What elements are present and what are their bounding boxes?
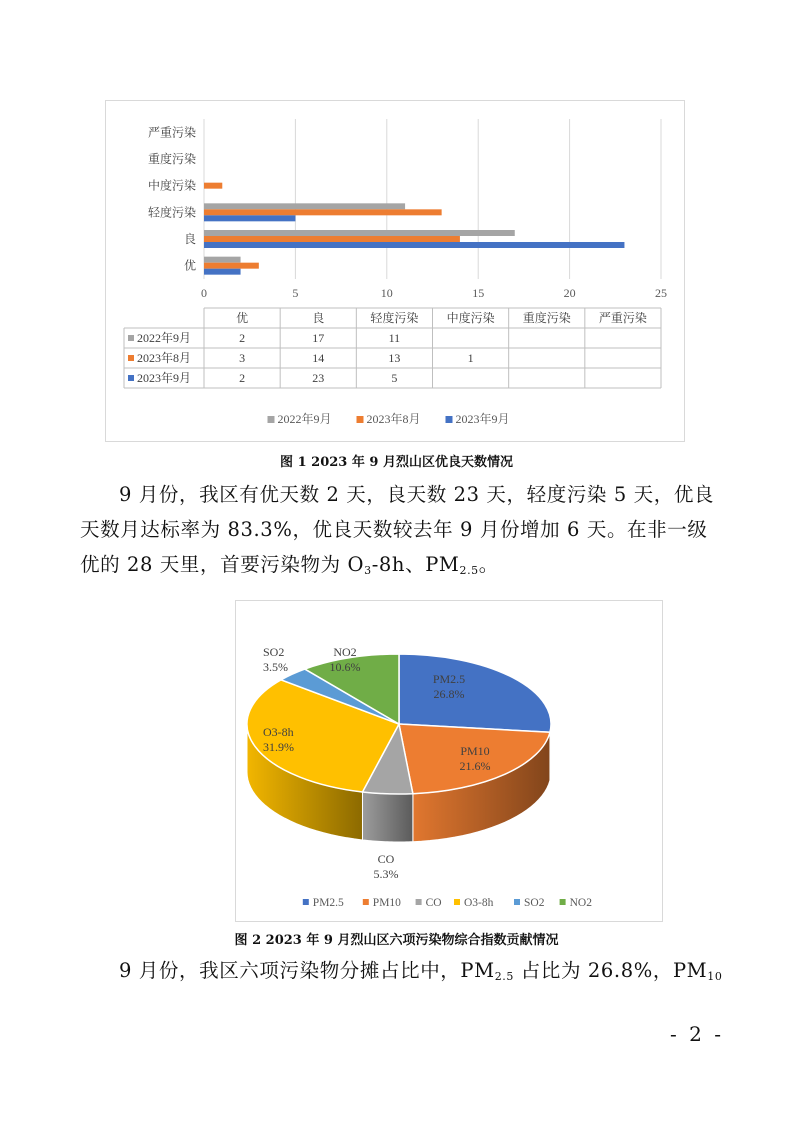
table-row-label: 2022年9月 — [137, 331, 192, 345]
o3-tail: -8h、 — [371, 553, 426, 576]
y-category-label: 严重污染 — [147, 125, 196, 140]
legend-key — [363, 899, 369, 905]
y-category-label: 优 — [183, 258, 196, 273]
bar-chart — [106, 101, 684, 441]
bar — [204, 263, 259, 269]
legend-label: 2023年8月 — [366, 412, 421, 426]
pie-label-value: 31.9% — [263, 740, 294, 754]
x-tick-label: 15 — [472, 286, 485, 300]
pie-chart — [236, 601, 662, 921]
table-value-cell: 11 — [388, 331, 401, 345]
pm-sub: 2.5 — [459, 564, 479, 577]
figure2-caption: 图 2 2023 年 9 月烈山区六项污染物综合指数贡献情况 — [234, 933, 559, 948]
o3-sub: 3 — [364, 564, 372, 577]
pm25-sub: 2.5 — [494, 970, 514, 983]
pie-label-name: NO2 — [333, 645, 357, 659]
table-value-cell: 13 — [388, 351, 401, 365]
bar — [204, 242, 624, 248]
table-header-cell: 轻度污染 — [370, 311, 419, 325]
table-value-cell: 1 — [467, 351, 474, 365]
o3-main: O — [347, 553, 365, 576]
x-tick-label: 0 — [201, 286, 207, 300]
table-legend-key — [128, 375, 134, 381]
table-value-cell: 14 — [312, 351, 325, 365]
pie-label-name: O3-8h — [263, 725, 294, 739]
table-header-cell: 重度污染 — [522, 311, 571, 325]
pie-label-name: PM2.5 — [432, 672, 466, 686]
table-value-cell: 23 — [312, 371, 325, 385]
paragraph-1 — [80, 477, 720, 582]
table-value-cell: 17 — [312, 331, 325, 345]
table-value-cell: 5 — [391, 371, 398, 385]
pie-label-value: 5.3% — [373, 867, 399, 881]
pie-label-value: 26.8% — [433, 687, 465, 701]
bar — [204, 203, 405, 209]
pie-chart-frame — [235, 600, 663, 922]
pm-main: PM — [425, 553, 460, 576]
table-header-cell: 良 — [312, 311, 325, 325]
pie-slice-side — [362, 792, 412, 842]
legend-label: O3-8h — [464, 897, 494, 909]
table-row-label: 2023年8月 — [137, 351, 192, 365]
table-header-cell: 中度污染 — [446, 311, 495, 325]
table-header-cell: 优 — [236, 311, 249, 325]
legend-key — [357, 416, 364, 423]
paragraph-1-end: 。 — [478, 553, 499, 576]
bar — [204, 230, 515, 236]
legend-key — [454, 899, 460, 905]
x-tick-label: 25 — [655, 286, 667, 300]
y-category-label: 重度污染 — [147, 152, 196, 166]
bar — [204, 215, 295, 221]
x-tick-label: 5 — [292, 286, 299, 300]
pie-label-value: 10.6% — [329, 660, 361, 674]
bar-chart-frame — [105, 100, 685, 442]
table-legend-key — [128, 355, 134, 361]
legend-key — [560, 899, 566, 905]
pie-slice — [399, 654, 551, 732]
table-header-cell: 严重污染 — [598, 311, 647, 325]
y-category-label: 良 — [183, 232, 196, 246]
bar — [204, 257, 241, 263]
table-legend-key — [128, 335, 134, 341]
pm10-sub: 10 — [707, 970, 723, 983]
table-value-cell: 3 — [239, 351, 246, 365]
bar — [204, 236, 460, 242]
table-value-cell: 2 — [239, 371, 246, 385]
legend-label: SO2 — [524, 897, 545, 909]
table-row-label: 2023年9月 — [137, 371, 192, 385]
legend-label: 2023年9月 — [455, 412, 510, 426]
pie-label-name: PM10 — [460, 744, 490, 758]
legend-key — [514, 899, 520, 905]
page-number: - 2 - — [670, 1022, 724, 1046]
legend-key — [446, 416, 453, 423]
legend-key — [416, 899, 422, 905]
pie-label-name: CO — [377, 852, 395, 866]
legend-label: NO2 — [569, 897, 592, 909]
figure1-caption: 图 1 2023 年 9 月烈山区优良天数情况 — [280, 455, 513, 470]
pm25-text: 占比为 26.8%， — [514, 959, 673, 982]
bar — [204, 269, 241, 275]
paragraph-2-start: 9 月份，我区六项污染物分摊占比中， — [119, 959, 461, 982]
pm10-main: PM — [672, 959, 708, 982]
paragraph-2 — [80, 953, 723, 988]
pie-label-value: 21.6% — [459, 759, 491, 773]
legend-label: 2022年9月 — [277, 412, 332, 426]
legend-key — [268, 416, 275, 423]
pie-label-value: 3.5% — [263, 660, 288, 674]
bar — [204, 209, 442, 215]
x-tick-label: 10 — [380, 286, 393, 300]
legend-label: PM10 — [372, 897, 401, 909]
bar — [204, 183, 222, 189]
pie-label-name: SO2 — [263, 645, 285, 659]
y-category-label: 轻度污染 — [147, 205, 196, 220]
paragraph-1-text: 9 月份，我区有优天数 2 天，良天数 23 天，轻度污染 5 天，优良天数月达标率为 83.3%，优良天数较去年 9 月份增加 6 天。在非一级优的 28 天里，首要污染物为 — [80, 483, 715, 576]
x-tick-label: 20 — [563, 286, 576, 300]
legend-label: PM2.5 — [312, 897, 344, 909]
legend-label: CO — [425, 897, 442, 909]
y-category-label: 中度污染 — [147, 178, 196, 193]
table-value-cell: 2 — [239, 331, 246, 345]
legend-key — [303, 899, 309, 905]
pm25-main: PM — [460, 959, 495, 982]
